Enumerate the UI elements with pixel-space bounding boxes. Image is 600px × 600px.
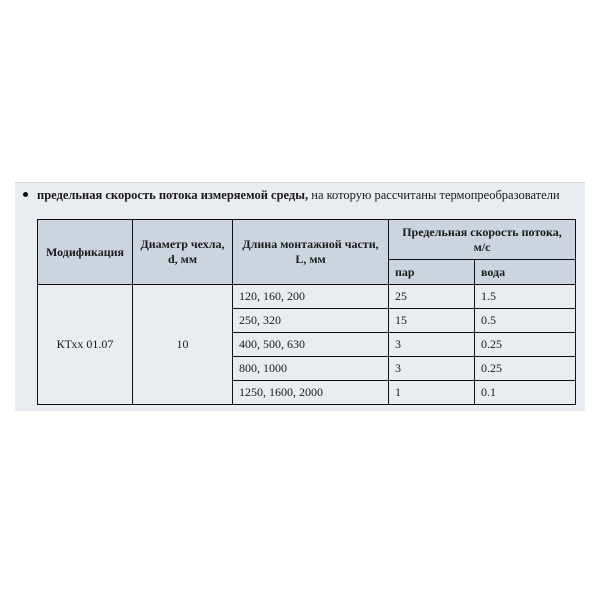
- cell-steam: 3: [389, 357, 475, 381]
- cell-steam: 25: [389, 285, 475, 309]
- header-length: Длина монтажной части, L, мм: [233, 220, 389, 285]
- content-panel: [15, 182, 585, 411]
- header-speed-group: Предельная скорость потока, м/с: [389, 220, 576, 260]
- flow-speed-table: [37, 219, 576, 405]
- cell-length: 800, 1000: [233, 357, 389, 381]
- header-water: вода: [475, 260, 576, 285]
- cell-steam: 1: [389, 381, 475, 405]
- bullet-item: [23, 187, 583, 203]
- cell-length: 120, 160, 200: [233, 285, 389, 309]
- header-diameter: Диаметр чехла, d, мм: [133, 220, 233, 285]
- cell-water: 1.5: [475, 285, 576, 309]
- cell-steam: 3: [389, 333, 475, 357]
- cell-diameter: 10: [133, 285, 233, 405]
- bullet-regular-text: на которую рассчитаны термопреобразователи: [308, 188, 560, 202]
- table-row: [38, 285, 576, 309]
- cell-water: 0.25: [475, 357, 576, 381]
- cell-water: 0.5: [475, 309, 576, 333]
- cell-water: 0.1: [475, 381, 576, 405]
- cell-length: 1250, 1600, 2000: [233, 381, 389, 405]
- header-steam: пар: [389, 260, 475, 285]
- header-modification: Модификация: [38, 220, 133, 285]
- cell-length: 400, 500, 630: [233, 333, 389, 357]
- cell-modification: КТхх 01.07: [38, 285, 133, 405]
- cell-water: 0.25: [475, 333, 576, 357]
- cell-length: 250, 320: [233, 309, 389, 333]
- cell-steam: 15: [389, 309, 475, 333]
- bullet-bold-text: предельная скорость потока измеряемой среды,: [37, 188, 309, 202]
- bullet-icon: [23, 192, 28, 197]
